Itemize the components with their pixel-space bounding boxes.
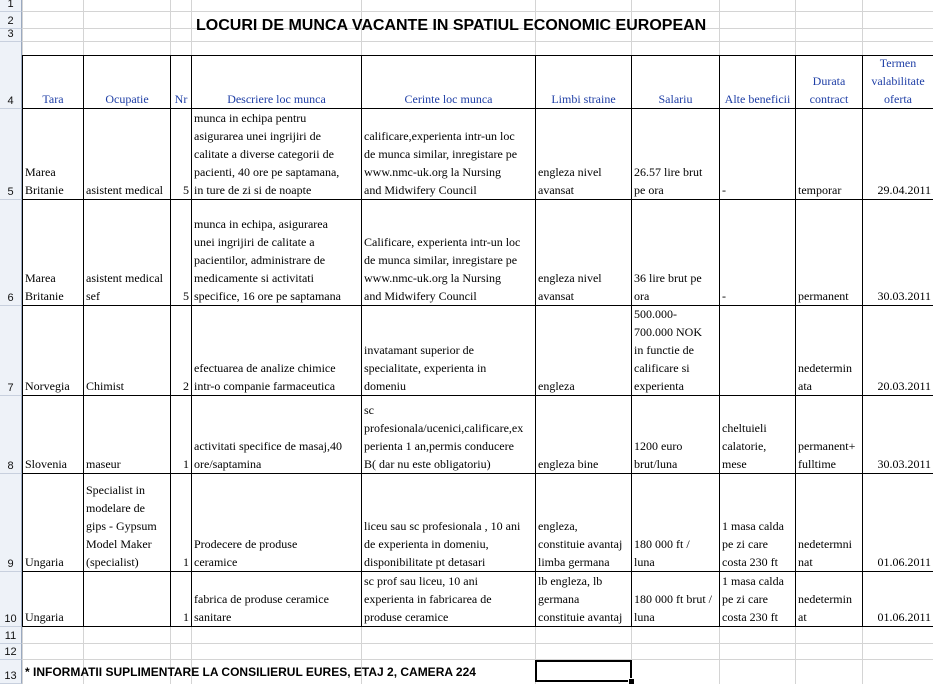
row-header[interactable]: 5	[0, 109, 22, 200]
table-cell[interactable]: 180 000 ft brut / luna	[634, 592, 712, 624]
table-cell[interactable]: Prodecere de produse ceramice	[194, 537, 298, 569]
table-cell[interactable]: nedetermin ata	[798, 361, 852, 393]
table-cell[interactable]: 01.06.2011	[877, 555, 931, 569]
table-cell[interactable]: efectuarea de analize chimice intr-o companie farmaceutica	[194, 361, 336, 393]
table-cell[interactable]: asistent medical	[86, 183, 163, 197]
table-cell[interactable]: temporar	[798, 183, 842, 197]
table-cell[interactable]: Norvegia	[25, 379, 70, 393]
row-header[interactable]: 7	[0, 306, 22, 396]
row-header[interactable]: 11	[0, 627, 22, 644]
column-header-cell[interactable]: Ocupatie	[105, 92, 149, 106]
table-cell[interactable]: liceu sau sc profesionala , 10 ani de experienta in domeniu, disponibilitate pt detasari	[364, 519, 521, 569]
gridline-row	[22, 11, 933, 12]
table-cell[interactable]: Ungaria	[25, 555, 64, 569]
table-border	[22, 626, 933, 627]
table-cell[interactable]: 29.04.2011	[877, 183, 931, 197]
table-cell[interactable]: asistent medical sef	[86, 271, 163, 303]
table-cell[interactable]: 30.03.2011	[877, 289, 931, 303]
table-cell[interactable]	[84, 572, 170, 626]
active-cell-selection[interactable]	[535, 660, 632, 682]
table-cell[interactable]: Slovenia	[25, 457, 67, 471]
table-cell[interactable]: Calificare, experienta intr-un loc de munca similar, inregistare pe www.nmc-uk.org la Nursing and Midwifery Council	[364, 235, 521, 303]
column-header-cell[interactable]: Tara	[42, 92, 64, 106]
gridline-row	[22, 659, 933, 660]
gridline-row	[22, 41, 933, 42]
table-cell[interactable]: Chimist	[86, 379, 125, 393]
row-header[interactable]: 6	[0, 200, 22, 306]
table-cell[interactable]: 1 masa calda pe zi care costa 230 ft	[722, 574, 784, 624]
table-cell[interactable]: activitati specifice de masaj,40 ore/saptamina	[194, 439, 342, 471]
table-cell[interactable]	[720, 306, 795, 395]
row-header[interactable]: 9	[0, 474, 22, 572]
column-header-cell[interactable]: Salariu	[658, 92, 693, 106]
table-cell[interactable]: permanent+ fulltime	[798, 439, 856, 471]
column-header-cell[interactable]: Descriere loc munca	[227, 92, 326, 106]
table-cell[interactable]: -	[722, 183, 726, 197]
row-header[interactable]: 8	[0, 396, 22, 474]
column-header-cell[interactable]: Alte beneficii	[724, 92, 791, 106]
table-cell[interactable]: 2	[183, 379, 189, 393]
footer-note: * INFORMATII SUPLIMENTARE LA CONSILIERUL EURES, ETAJ 2, CAMERA 224	[25, 665, 476, 679]
column-header-cell[interactable]: Limbi straine	[551, 92, 616, 106]
table-cell[interactable]: engleza nivel avansat	[538, 165, 602, 197]
table-cell[interactable]: fabrica de produse ceramice sanitare	[194, 592, 329, 624]
table-cell[interactable]: cheltuieli calatorie, mese	[722, 421, 767, 471]
table-cell[interactable]: Marea Britanie	[25, 271, 64, 303]
gridline-row	[22, 643, 933, 644]
table-cell[interactable]: 500.000- 700.000 NOK in functie de calificare si experienta	[634, 307, 702, 393]
table-cell[interactable]: sc prof sau liceu, 10 ani experienta in fabricarea de produse ceramice	[364, 574, 492, 624]
table-cell[interactable]: Ungaria	[25, 610, 64, 624]
table-cell[interactable]: engleza nivel avansat	[538, 271, 602, 303]
row-header[interactable]: 10	[0, 572, 22, 627]
table-cell[interactable]: engleza, constituie avantaj limba germana	[538, 519, 623, 569]
table-cell[interactable]: 1	[183, 457, 189, 471]
table-cell[interactable]: Marea Britanie	[25, 165, 64, 197]
table-cell[interactable]: 20.03.2011	[877, 379, 931, 393]
table-cell[interactable]: 5	[183, 289, 189, 303]
table-cell[interactable]: lb engleza, lb germana constituie avantaj	[538, 574, 623, 624]
table-cell[interactable]: 30.03.2011	[877, 457, 931, 471]
row-header[interactable]: 1	[0, 0, 22, 12]
row-header[interactable]: 3	[0, 29, 22, 42]
table-cell[interactable]: engleza	[538, 379, 575, 393]
column-header-cell[interactable]: Cerinte loc munca	[404, 92, 493, 106]
column-header-cell[interactable]: Durata contract	[809, 74, 849, 106]
table-cell[interactable]: permanent	[798, 289, 849, 303]
sheet-title: LOCURI DE MUNCA VACANTE IN SPATIUL ECONOMIC EUROPEAN	[196, 17, 707, 34]
table-cell[interactable]: munca in echipa pentru asigurarea unei ingrijiri de calitate a diverse categorii de pacienti, 40 ore pe saptamana, in ture de zi si de noapte	[194, 111, 340, 197]
table-cell[interactable]: 36 lire brut pe ora	[634, 271, 702, 303]
table-cell[interactable]: 1	[183, 610, 189, 624]
table-cell[interactable]: 180 000 ft / luna	[634, 537, 690, 569]
table-cell[interactable]: 5	[183, 183, 189, 197]
table-cell[interactable]: munca in echipa, asigurarea unei ingrijiri de calitate a pacientilor, administrare de medicamente si activitati specifice, 16 ore pe saptamana	[194, 217, 341, 303]
row-header[interactable]: 2	[0, 12, 22, 29]
row-header[interactable]: 4	[0, 42, 22, 109]
table-cell[interactable]: 1 masa calda pe zi care costa 230 ft	[722, 519, 784, 569]
table-cell[interactable]: invatamant superior de specialitate, experienta in domeniu	[364, 343, 487, 393]
row-header[interactable]: 12	[0, 644, 22, 660]
table-cell[interactable]: Specialist in modelare de gips - Gypsum Model Maker (specialist)	[86, 483, 157, 569]
column-header-cell[interactable]: Nr	[174, 92, 188, 106]
table-cell[interactable]: 01.06.2011	[877, 610, 931, 624]
row-header[interactable]: 13	[0, 660, 22, 684]
table-cell[interactable]: 1200 euro brut/luna	[634, 439, 683, 471]
table-cell[interactable]: sc profesionala/ucenici,calificare,ex perienta 1 an,permis conducere B( dar nu este obligatoriu)	[364, 403, 524, 471]
table-cell[interactable]: calificare,experienta intr-un loc de munca similar, inregistare pe www.nmc-uk.org la Nursing and Midwifery Council	[364, 129, 518, 197]
table-cell[interactable]: 26.57 lire brut pe ora	[634, 165, 703, 197]
table-cell[interactable]: 1	[183, 555, 189, 569]
table-cell[interactable]: engleza bine	[538, 457, 599, 471]
table-cell[interactable]: maseur	[86, 457, 121, 471]
table-cell[interactable]: nedetermin at	[798, 592, 852, 624]
table-cell[interactable]: -	[722, 289, 726, 303]
column-header-cell[interactable]: Termen valabilitate oferta	[871, 56, 925, 106]
table-cell[interactable]: nedetermni nat	[798, 537, 852, 569]
